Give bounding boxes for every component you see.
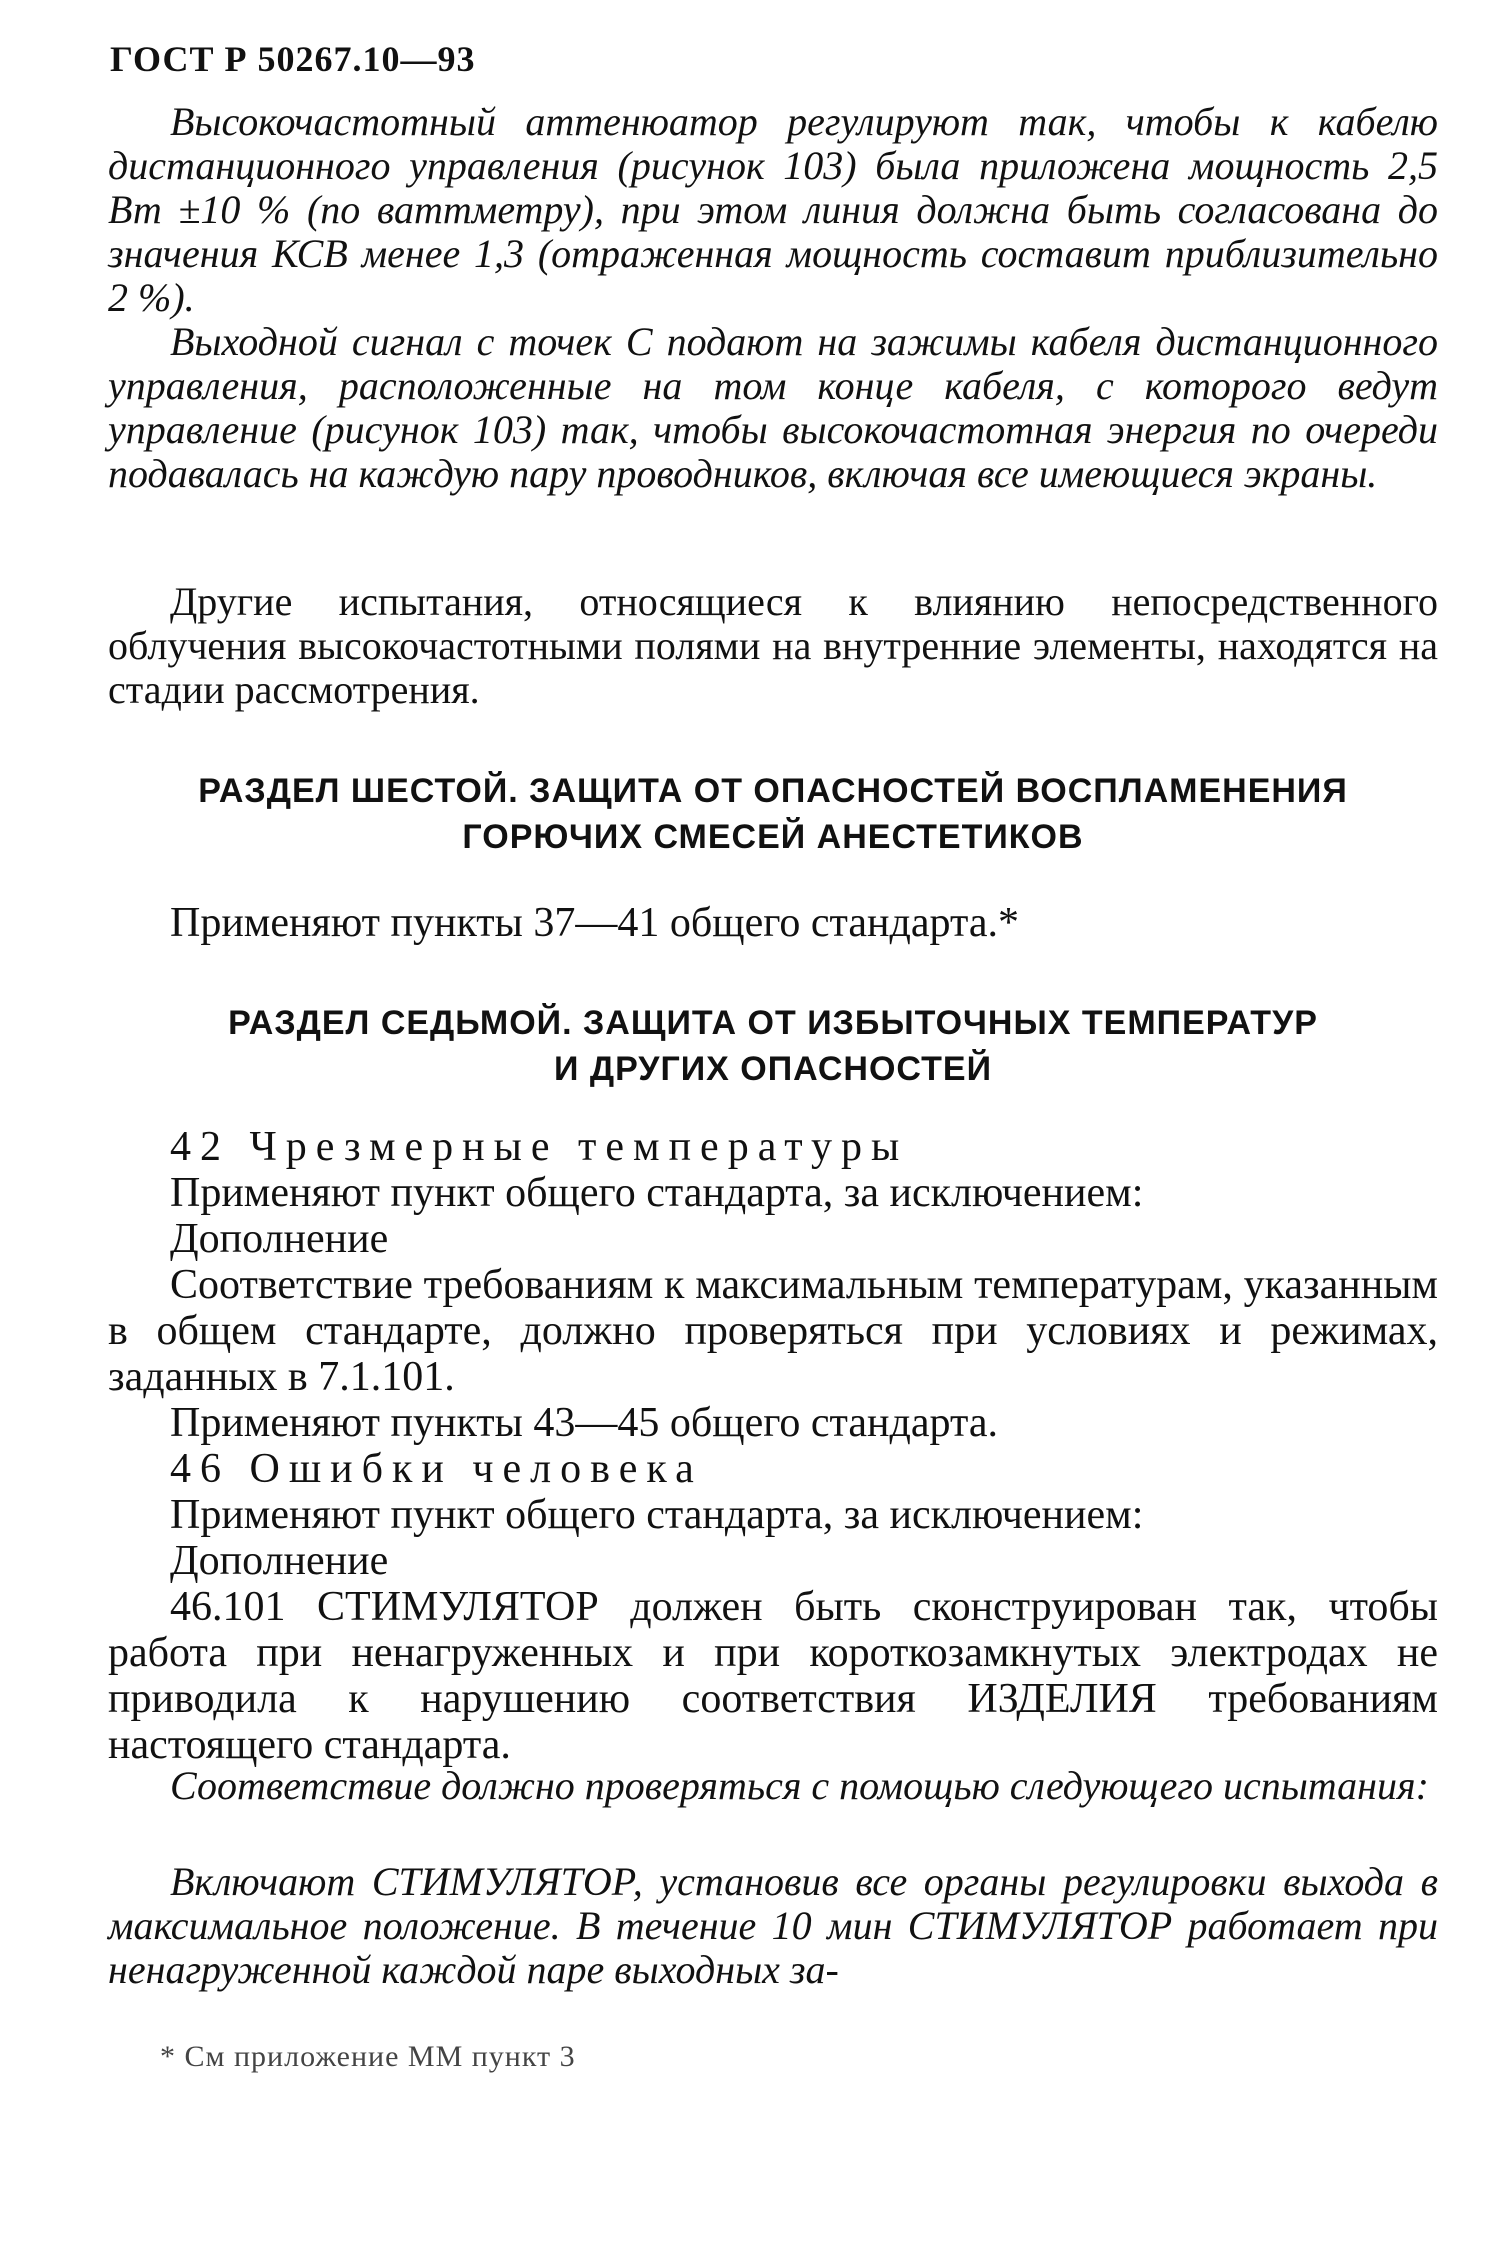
section-7-heading-line2: И ДРУГИХ ОПАСНОСТЕЙ (553, 1050, 993, 1088)
clause-46-apply: Применяют пункт общего стандарта, за исключением: (170, 1492, 1144, 1538)
clause-42-title: 42 Чрезмерные температуры (170, 1124, 909, 1170)
paragraph-output-signal: Выходной сигнал с точек С подают на зажимы кабеля дистанционного управления, расположенные на том конце кабеля, с которого ведут управление (рисунок 103) так, чтобы высокочастотная энергия по очереди подавалась на каждую пару проводников, включая все имеющиеся экраны. (108, 319, 1438, 496)
section-7-body (108, 1124, 1438, 1768)
section-7-heading-line1: РАЗДЕЛ СЕДЬМОЙ. ЗАЩИТА ОТ ИЗБЫТОЧНЫХ ТЕМПЕРАТУР (228, 1004, 1318, 1042)
footnote: * См приложение ММ пункт 3 (160, 2040, 576, 2073)
clause-42-apply: Применяют пункт общего стандарта, за исключением: (170, 1170, 1144, 1216)
clause-46-101: 46.101 СТИМУЛЯТОР должен быть сконструирован так, чтобы работа при ненагруженных и при короткозамкнутых электродах не приводила к нарушению соответствия ИЗДЕЛИЯ требованиям настоящего стандарта. (108, 1584, 1438, 1768)
clause-43-45: Применяют пункты 43—45 общего стандарта. (170, 1400, 999, 1446)
document-code: ГОСТ Р 50267.10—93 (110, 39, 476, 79)
paragraph-attenuator: Высокочастотный аттенюатор регулируют так, чтобы к кабелю дистанционного управления (рисунок 103) была приложена мощность 2,5 Вт ±10 % (по ваттметру), при этом линия должна быть согласована до значения КСВ менее 1,3 (отраженная мощность составит приблизительно 2 %). (108, 99, 1438, 320)
clause-46-addition: Дополнение (170, 1538, 389, 1584)
section-6-heading-line2: ГОРЮЧИХ СМЕСЕЙ АНЕСТЕТИКОВ (462, 818, 1084, 856)
test-paragraph: Включают СТИМУЛЯТОР, установив все органы регулировки выхода в максимальное положение. В течение 10 мин СТИМУЛЯТОР работает при ненагруженной каждой паре выходных за- (108, 1859, 1438, 1992)
clause-42-addition: Дополнение (170, 1216, 389, 1262)
clause-46-title: 46 Ошибки человека (170, 1446, 703, 1492)
clause-42-text: Соответствие требованиям к максимальным температурам, указанным в общем стандарте, должно проверяться при условиях и режимах, заданных в 7.1.101. (108, 1262, 1438, 1400)
section-7-heading (108, 1000, 1438, 1092)
section-6-text: Применяют пункты 37—41 общего стандарта.* (170, 900, 1020, 946)
compliance-paragraph: Соответствие должно проверяться с помощью следующего испытания: (170, 1763, 1429, 1808)
section-6-heading (108, 768, 1438, 860)
section-6-heading-line1: РАЗДЕЛ ШЕСТОЙ. ЗАЩИТА ОТ ОПАСНОСТЕЙ ВОСПЛАМЕНЕНИЯ (198, 772, 1348, 810)
paragraph-other-tests: Другие испытания, относящиеся к влиянию непосредственного облучения высокочастотными полями на внутренние элементы, находятся на стадии рассмотрения. (108, 579, 1438, 712)
